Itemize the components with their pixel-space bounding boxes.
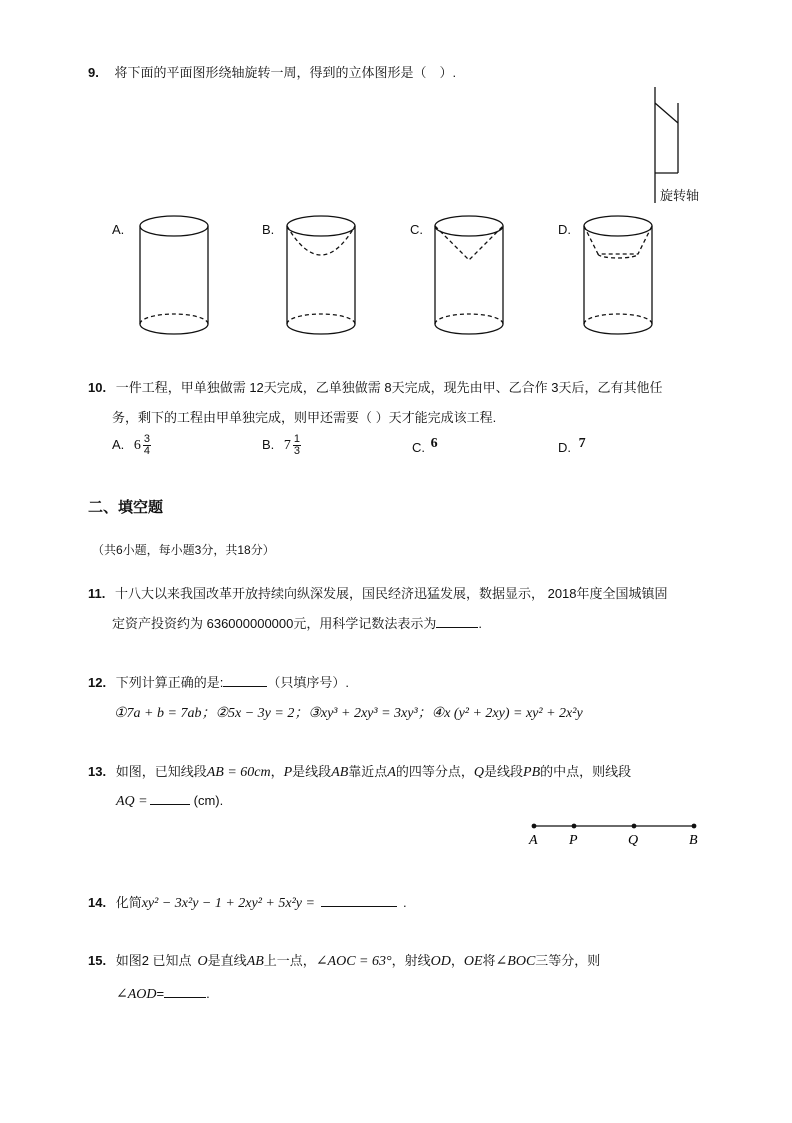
question-text: 定资产投资约为 636000000000元，用科学记数法表示为 [112,616,437,631]
option-fraction [293,434,301,457]
question-number: 15. [88,953,107,968]
question-text: 十八大以来我国改革开放持续向纵深发展，国民经济迅猛发展，数据显示， 2018年度全国城镇固 [114,586,668,601]
math-segment: AQ = [116,794,148,809]
period: . [402,895,407,910]
question-10-line1 [88,377,662,396]
question-11-line1 [88,583,668,602]
question-text: ，射线 [391,953,431,968]
question-12-items: ①7a + b = 7ab；②5x − 3y = 2；③xy³ + 2xy³ = 3xy³；④x (y² + 2xy) = xy² + 2x²y [114,706,583,721]
question-text: 三等分，则 [535,953,601,968]
option-label: D. [558,440,571,455]
question-text: 是线段 [484,764,524,779]
point-b-dot [692,824,697,829]
answer-blank[interactable] [436,615,478,628]
math-segment: AB = 60cm [206,765,271,780]
question-text: 的中点，则线段 [540,764,632,779]
axis-label: 旋转轴 [660,188,700,203]
equals: = [156,986,165,1001]
question-15-line2 [116,985,210,1003]
question-15-line1 [88,950,600,970]
cylinder-a [138,214,210,338]
fraction-denominator: 3 [293,445,300,457]
option-c-label: C. [410,222,423,237]
question-text: 上一点， [263,953,316,968]
unit-text: (cm). [193,793,224,808]
point-p-label: P [569,833,578,848]
math-angle: ∠AOD [116,987,157,1002]
question-text: 化简 [115,895,142,910]
section-subtitle: （共6小题，每小题3分，共18分） [92,543,275,557]
answer-blank[interactable] [321,894,397,907]
fraction-numerator: 3 [143,433,150,445]
answer-blank[interactable] [223,674,267,687]
point-a-label: A [529,833,538,848]
math-segment: AB [331,765,349,780]
option-b-label: B. [262,222,275,237]
question-10-line2: 务，剩下的工程由甲单独完成，则甲还需要（ ）天才能完成该工程. [112,410,497,425]
cylinder-c [433,214,505,338]
math-expression: xy² − 3x²y − 1 + 2xy² + 5x²y = [141,896,315,911]
point-q-dot [632,824,637,829]
math-point: Q [473,765,485,780]
point-q-label: Q [628,833,639,848]
question-text: 将下面的平面图形绕轴旋转一周，得到的立体图形是（ ）. [114,65,457,80]
question-13-line2 [116,792,223,810]
option-label: B. [262,436,275,452]
math-point: O [197,954,208,969]
question-text: 靠近点 [348,764,388,779]
math-ray: OD [430,954,451,969]
question-number: 14. [88,895,107,910]
q10-option-b [262,434,301,457]
question-number: 11. [88,586,106,601]
question-text: 一件工程，甲单独做需 12天完成，乙单独做需 8天完成，现先由甲、乙合作 3天后，乙有其他任 [115,380,663,395]
question-tail: （只填序号）. [267,675,349,690]
question-number: 13. [88,764,107,779]
option-whole: 7 [283,437,291,453]
point-p-dot [572,824,577,829]
fraction-denominator: 4 [143,445,150,457]
answer-blank[interactable] [150,792,190,805]
option-value: 7 [578,436,586,451]
segment-figure [528,818,708,852]
question-11-line2 [112,613,482,632]
question-text: ， [270,764,284,779]
q10-option-a [112,434,151,457]
question-13-line1 [88,761,631,781]
point-b-label: B [689,833,698,848]
question-text: 是线段 [292,764,332,779]
q10-option-d [558,436,586,457]
option-label: A. [112,436,125,452]
section-title: 二、填空题 [88,499,164,516]
question-14 [88,892,407,912]
math-angle: ∠AOC = 63° [315,954,392,969]
option-d-label: D. [558,222,571,237]
option-whole: 6 [133,437,141,453]
math-point: P [283,765,293,780]
cylinder-d [582,214,654,338]
math-segment: PB [523,765,541,780]
question-number: 12. [88,675,107,690]
point-a-dot [532,824,537,829]
math-angle: ∠BOC [495,954,536,969]
question-text: 的四等分点， [395,764,474,779]
math-segment: AB [246,954,264,969]
question-text: 如图2 已知点 [115,953,192,968]
question-number: 9. [88,65,99,80]
period: . [206,986,210,1001]
option-value: 6 [430,436,438,451]
math-point: A [387,765,396,780]
math-ray: OE [463,954,483,969]
question-text: 下列计算正确的是: [115,675,224,690]
question-text: 如图，已知线段 [115,764,207,779]
period: . [478,616,482,631]
cylinder-b [285,214,357,338]
fraction-numerator: 1 [293,433,300,445]
question-text: 将 [482,953,496,968]
question-text: ， [450,953,464,968]
answer-blank[interactable] [164,985,206,998]
question-12 [88,672,349,691]
question-9 [88,62,456,81]
question-text: 是直线 [207,953,247,968]
option-label: C. [412,440,425,455]
q10-option-c [412,436,438,457]
option-a-label: A. [112,222,125,237]
question-number: 10. [88,380,107,395]
option-fraction [143,434,151,457]
